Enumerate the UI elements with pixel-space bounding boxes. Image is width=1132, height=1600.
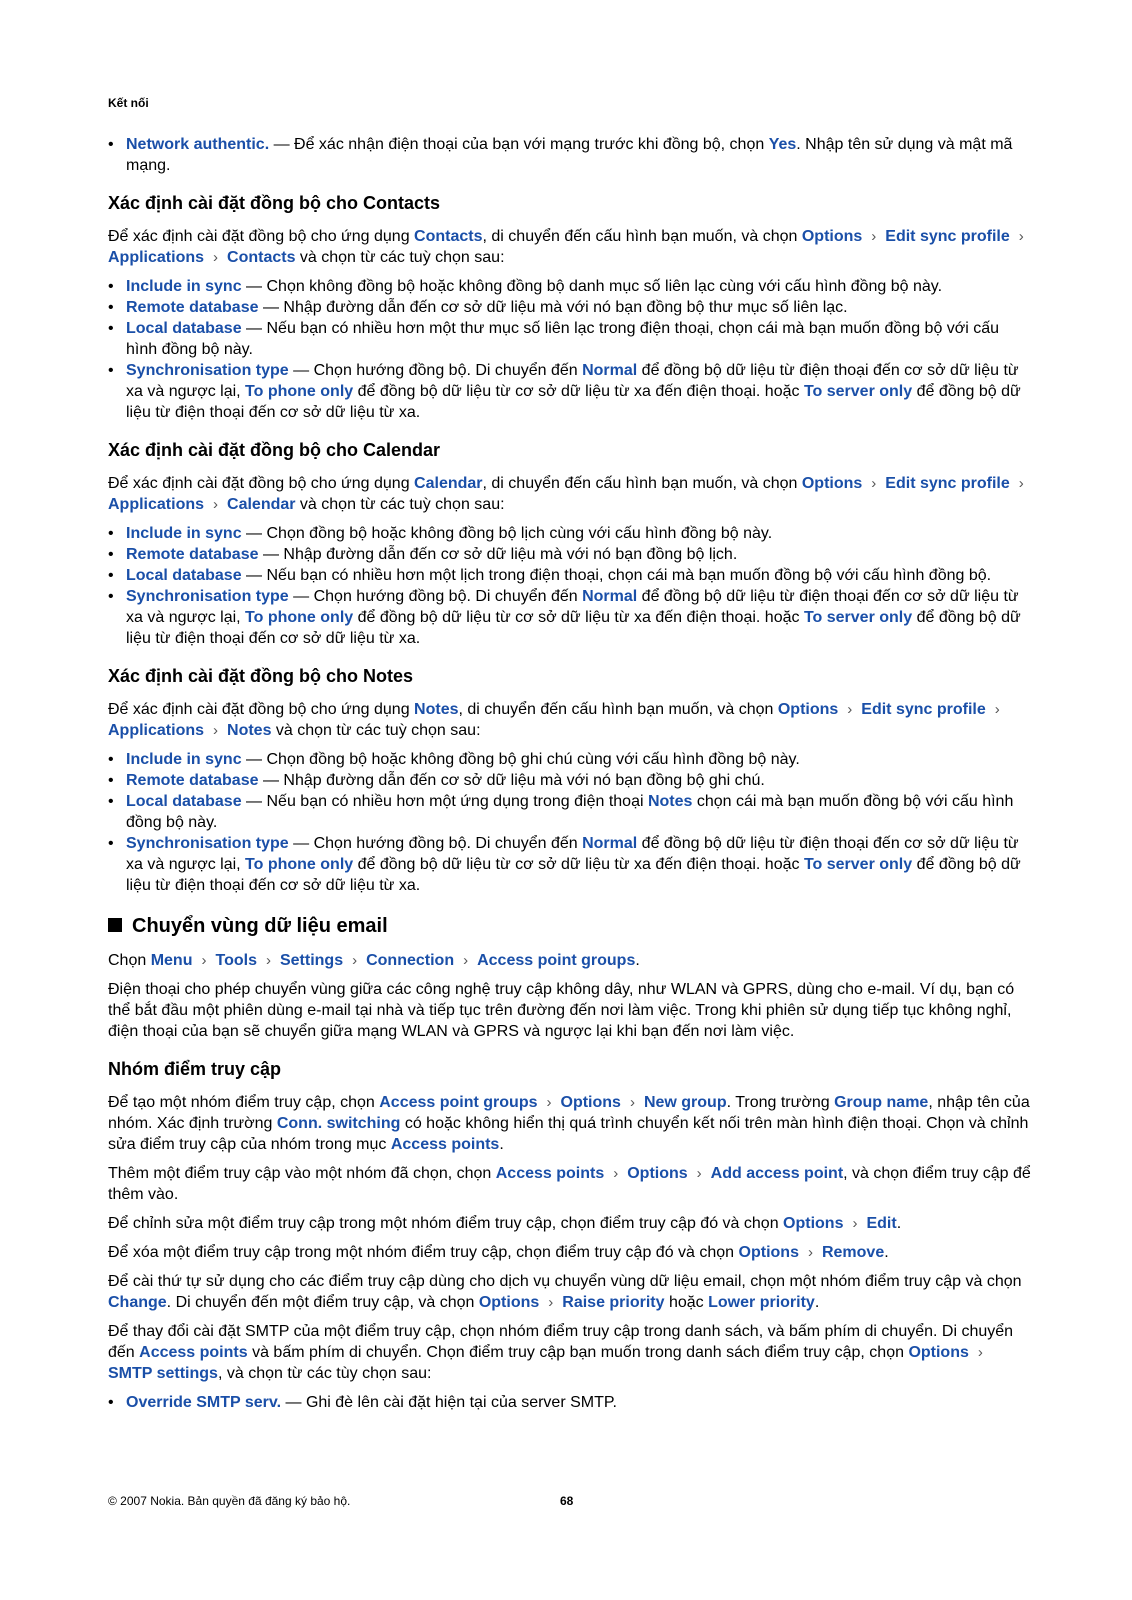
list-item [108,360,1033,423]
text-run: , và chọn điểm truy cập để thêm vào. [108,1165,1031,1203]
text-run: và chọn từ các tuỳ chọn sau: [295,496,505,513]
list-item [108,565,1033,586]
menu-term: Options [478,1294,540,1311]
text-run: Để tạo một nhóm điểm truy cập, chọn [108,1094,380,1111]
menu-term: Options [783,1215,844,1232]
menu-term: Access points [495,1165,605,1182]
ap-paragraph [108,1271,1033,1313]
text-run: để đồng bộ dữ liệu từ điện thoại đến cơ sở dữ liệu từ xa và ngược lại, [126,588,1019,626]
menu-term: Connection [366,952,455,969]
bullet-icon: • [108,136,114,153]
text-run: . [896,1215,902,1232]
list-item [108,749,1033,770]
menu-term: Synchronisation type [126,588,289,605]
section-intro [108,226,1033,268]
list-item [108,318,1033,360]
menu-term: Applications [108,496,205,513]
text-run: để đồng bộ dữ liệu từ điện thoại đến cơ sở dữ liệu từ xa. [126,383,1021,421]
chevron-right-icon: › [994,701,1000,718]
text-run: — Chọn đồng bộ hoặc không đồng bộ lịch cùng với cấu hình đồng bộ này. [241,525,773,542]
bullet-icon: • [108,567,114,584]
text-run: để đồng bộ dữ liệu từ điện thoại đến cơ sở dữ liệu từ xa và ngược lại, [126,362,1019,400]
chevron-right-icon: › [871,475,877,492]
menu-term: Applications [108,722,205,739]
text-run: để đồng bộ dữ liệu từ điện thoại đến cơ sở dữ liệu từ xa. [126,609,1021,647]
text-run: — Nhập đường dẫn đến cơ sở dữ liệu mà với nó bạn đồng bộ lịch. [258,546,738,563]
list-item [108,523,1033,544]
text-run: — Để xác nhận điện thoại của bạn với mạng trước khi đồng bộ, chọn [269,136,769,153]
text-run: — Ghi đè lên cài đặt hiện tại của server SMTP. [281,1394,617,1411]
ap-paragraph [108,1321,1033,1384]
menu-term: Group name [834,1094,929,1111]
text-run: — Nếu bạn có nhiều hơn một thư mục số liên lạc trong điện thoại, chọn cái mà bạn muốn đồng bộ với cấu hình đồng bộ này. [126,320,1000,358]
menu-term: Settings [279,952,344,969]
menu-term: Access points [390,1136,500,1153]
chevron-right-icon: › [852,1215,858,1232]
chevron-right-icon: › [847,701,853,718]
menu-term: Local database [126,793,242,810]
section-title: Xác định cài đặt đồng bộ cho Contacts [108,193,441,213]
menu-term: SMTP settings [108,1365,218,1382]
text-run: Chọn [108,952,151,969]
text-run: — Nhập đường dẫn đến cơ sở dữ liệu mà với nó bạn đồng bộ ghi chú. [258,772,765,789]
bullet-icon: • [108,772,114,789]
menu-term: To server only [803,856,913,873]
menu-term: To server only [803,383,913,400]
chevron-right-icon: › [546,1094,552,1111]
ap-paragraph [108,1242,1033,1263]
email-menu-path [108,950,1033,971]
bullet-icon: • [108,588,114,605]
menu-term: Access point groups [379,1094,538,1111]
bullet-icon: • [108,835,114,852]
bullet-icon: • [108,793,114,810]
menu-term: Notes [227,722,272,739]
email-section-heading [108,914,1033,938]
menu-term: Normal [582,362,638,379]
ap-section-title: Nhóm điểm truy cập [108,1059,282,1079]
menu-term: Include in sync [126,751,242,768]
menu-term: Local database [126,320,242,337]
text-run: Để cài thứ tự sử dụng cho các điểm truy cập dùng cho dịch vụ chuyển vùng dữ liệu email, chọn một nhóm điểm truy cập và chọn [108,1273,1022,1290]
ap-paragraphs [108,1092,1033,1384]
email-description: Điện thoại cho phép chuyển vùng giữa các công nghệ truy cập không dây, như WLAN và GPRS, dùng cho e-mail. Ví dụ, bạn có thể bắt đầu một phiên dùng e-mail tại nhà và tiếp tục trên đường đến nơi làm việc. Trong khi phiên sử dụng tiếp tục không nghỉ, điện thoại của bạn sẽ chuyển giữa mạng WLAN và GPRS và ngược lại khi bạn đến nơi làm việc. [108,981,1015,1040]
menu-term: Options [627,1165,688,1182]
ap-paragraph [108,1163,1033,1205]
email-section-title: Chuyển vùng dữ liệu email [132,915,388,937]
page-number: 68 [560,1494,574,1508]
menu-term: Options [560,1094,621,1111]
menu-term: Remote database [126,546,259,563]
text-run: có hoặc không hiển thị quá trình chuyển kết nối trên màn hình điện thoại. Chọn và chỉnh sửa điểm truy cập của nhóm trong mục [108,1115,1029,1153]
menu-term: Edit sync profile [885,228,1010,245]
chevron-right-icon: › [1018,475,1024,492]
section-intro [108,473,1033,515]
menu-term: Remote database [126,299,259,316]
menu-term: Tools [215,952,257,969]
chevron-right-icon: › [977,1344,983,1361]
menu-term: Contacts [227,249,296,266]
chevron-right-icon: › [265,952,271,969]
list-item [108,833,1033,896]
text-run: — Chọn hướng đồng bộ. Di chuyển đến [288,588,583,605]
menu-term: Include in sync [126,278,242,295]
menu-term: Edit sync profile [885,475,1010,492]
bullet-icon: • [108,525,114,542]
menu-term: Options [801,228,863,245]
menu-term: Yes [768,136,797,153]
chevron-right-icon: › [201,952,207,969]
chevron-right-icon: › [352,952,358,969]
text-run: để đồng bộ dữ liệu từ cơ sở dữ liệu từ xa đến điện thoại. hoặc [353,609,804,626]
list-item [108,1392,1033,1413]
menu-term: To phone only [245,383,354,400]
menu-term: Raise priority [562,1294,665,1311]
option-list [108,523,1033,649]
section-square-icon [108,918,122,932]
list-item [108,276,1033,297]
menu-term: Menu [150,952,193,969]
copyright-text: © 2007 Nokia. Bản quyền đã đăng ký bảo hộ. [108,1494,351,1508]
chevron-right-icon: › [807,1244,813,1261]
chevron-right-icon: › [213,249,219,266]
text-run: . Nhập tên sử dụng và mật mã mạng. [126,136,1013,174]
text-run: , và chọn từ các tùy chọn sau: [217,1365,432,1382]
chevron-right-icon: › [1018,228,1024,245]
chevron-right-icon: › [613,1165,619,1182]
text-run: , di chuyển đến cấu hình bạn muốn, và chọn [482,228,802,245]
text-run: và chọn từ các tuỳ chọn sau: [271,722,481,739]
menu-term: Access points [139,1344,248,1361]
section-title: Xác định cài đặt đồng bộ cho Notes [108,666,414,686]
menu-term: To phone only [245,609,354,626]
bullet-icon: • [108,299,114,316]
chevron-right-icon: › [463,952,469,969]
menu-term: Conn. switching [276,1115,401,1132]
menu-term: Normal [582,588,638,605]
section-title: Xác định cài đặt đồng bộ cho Calendar [108,440,441,460]
option-list [108,276,1033,423]
ap-paragraph [108,1213,1033,1234]
list-item [108,544,1033,565]
text-run: . [814,1294,820,1311]
menu-term: To phone only [245,856,354,873]
option-list [108,749,1033,896]
menu-term: Edit [866,1215,897,1232]
text-run: chọn cái mà bạn muốn đồng bộ với cấu hình đồng bộ này. [126,793,1014,831]
menu-term: Remove [821,1244,885,1261]
menu-term: Normal [582,835,638,852]
menu-term: Edit sync profile [861,701,986,718]
text-run: — Chọn hướng đồng bộ. Di chuyển đến [288,835,583,852]
menu-term: Add access point [710,1165,844,1182]
text-run: — Nhập đường dẫn đến cơ sở dữ liệu mà với nó bạn đồng bộ thư mục số liên lạc. [258,299,848,316]
text-run: — Nếu bạn có nhiều hơn một lịch trong điện thoại, chọn cái mà bạn muốn đồng bộ với cấu hình đồng bộ. [241,567,992,584]
text-run: Để chỉnh sửa một điểm truy cập trong một nhóm điểm truy cập, chọn điểm truy cập đó và chọn [108,1215,784,1232]
menu-term: Access point groups [477,952,636,969]
text-run: . Di chuyển đến một điểm truy cập, và chọn [166,1294,479,1311]
text-run: . Trong trường [726,1094,835,1111]
list-item [108,134,1033,176]
menu-term: Applications [108,249,205,266]
text-run: — Nếu bạn có nhiều hơn một ứng dụng trong điện thoại [241,793,648,810]
page-footer [108,1494,1033,1508]
chevron-right-icon: › [213,722,219,739]
menu-term: Local database [126,567,242,584]
menu-term: Notes [647,793,693,810]
menu-term: Remote database [126,772,259,789]
chevron-right-icon: › [871,228,877,245]
list-item [108,297,1033,318]
list-item [108,770,1033,791]
text-run: Để xác định cài đặt đồng bộ cho ứng dụng [108,475,415,492]
menu-term: Calendar [227,496,296,513]
ap-paragraph [108,1092,1033,1155]
text-run: — Chọn hướng đồng bộ. Di chuyển đến [288,362,583,379]
menu-term: Synchronisation type [126,835,289,852]
menu-term: Options [738,1244,799,1261]
menu-term: Contacts [414,228,483,245]
bullet-icon: • [108,1394,114,1411]
bullet-icon: • [108,546,114,563]
text-run: , di chuyển đến cấu hình bạn muốn, và chọn [458,701,778,718]
chevron-right-icon: › [548,1294,554,1311]
chevron-right-icon: › [213,496,219,513]
text-run: và bấm phím di chuyển. Chọn điểm truy cập bạn muốn trong danh sách điểm truy cập, chọn [247,1344,909,1361]
ap-bullet-list [108,1392,1033,1413]
menu-term: Change [108,1294,167,1311]
text-run: để đồng bộ dữ liệu từ cơ sở dữ liệu từ xa đến điện thoại. hoặc [353,383,804,400]
text-run: . [635,952,640,969]
menu-term: New group [643,1094,727,1111]
text-run: . [884,1244,889,1261]
sync-sections [108,192,1033,896]
running-header: Kết nối [108,96,149,110]
menu-term: Options [777,701,839,718]
list-item [108,791,1033,833]
menu-term: Override SMTP serv. [126,1394,282,1411]
bullet-icon: • [108,362,114,379]
text-run: , nhập tên của nhóm. Xác định trường [108,1094,1030,1132]
text-run: — Chọn đồng bộ hoặc không đồng bộ ghi chú cùng với cấu hình đồng bộ này. [241,751,800,768]
menu-term: Synchronisation type [126,362,289,379]
text-run: . [499,1136,504,1153]
text-run: — Chọn không đồng bộ hoặc không đồng bộ danh mục số liên lạc cùng với cấu hình đồng bộ này. [241,278,943,295]
text-run: Để xác định cài đặt đồng bộ cho ứng dụng [108,228,415,245]
text-run: Thêm một điểm truy cập vào một nhóm đã chọn, chọn [108,1165,496,1182]
text-run: , di chuyển đến cấu hình bạn muốn, và chọn [482,475,802,492]
text-run: Để xác định cài đặt đồng bộ cho ứng dụng [108,701,415,718]
menu-term: Options [801,475,863,492]
bullet-icon: • [108,320,114,337]
text-run: Để thay đổi cài đặt SMTP của một điểm truy cập, chọn nhóm điểm truy cập trong danh sách, và bấm phím di chuyển. Di chuyển đến [108,1323,1014,1361]
bullet-icon: • [108,278,114,295]
menu-term: Include in sync [126,525,242,542]
chevron-right-icon: › [696,1165,702,1182]
menu-term: To server only [803,609,913,626]
chevron-right-icon: › [629,1094,635,1111]
list-item [108,586,1033,649]
menu-term: Options [908,1344,969,1361]
menu-term: Notes [414,701,459,718]
bullet-icon: • [108,751,114,768]
section-intro [108,699,1033,741]
text-run: để đồng bộ dữ liệu từ điện thoại đến cơ sở dữ liệu từ xa. [126,856,1021,894]
page-content [108,134,1033,1421]
text-run: và chọn từ các tuỳ chọn sau: [295,249,505,266]
menu-term: Lower priority [708,1294,815,1311]
text-run: Để xóa một điểm truy cập trong một nhóm điểm truy cập, chọn điểm truy cập đó và chọn [108,1244,739,1261]
text-run: hoặc [664,1294,709,1311]
top-bullet-list [108,134,1033,176]
text-run: để đồng bộ dữ liệu từ cơ sở dữ liệu từ xa đến điện thoại. hoặc [353,856,804,873]
menu-term: Network authentic. [126,136,270,153]
text-run: để đồng bộ dữ liệu từ điện thoại đến cơ sở dữ liệu từ xa và ngược lại, [126,835,1019,873]
menu-term: Calendar [414,475,483,492]
